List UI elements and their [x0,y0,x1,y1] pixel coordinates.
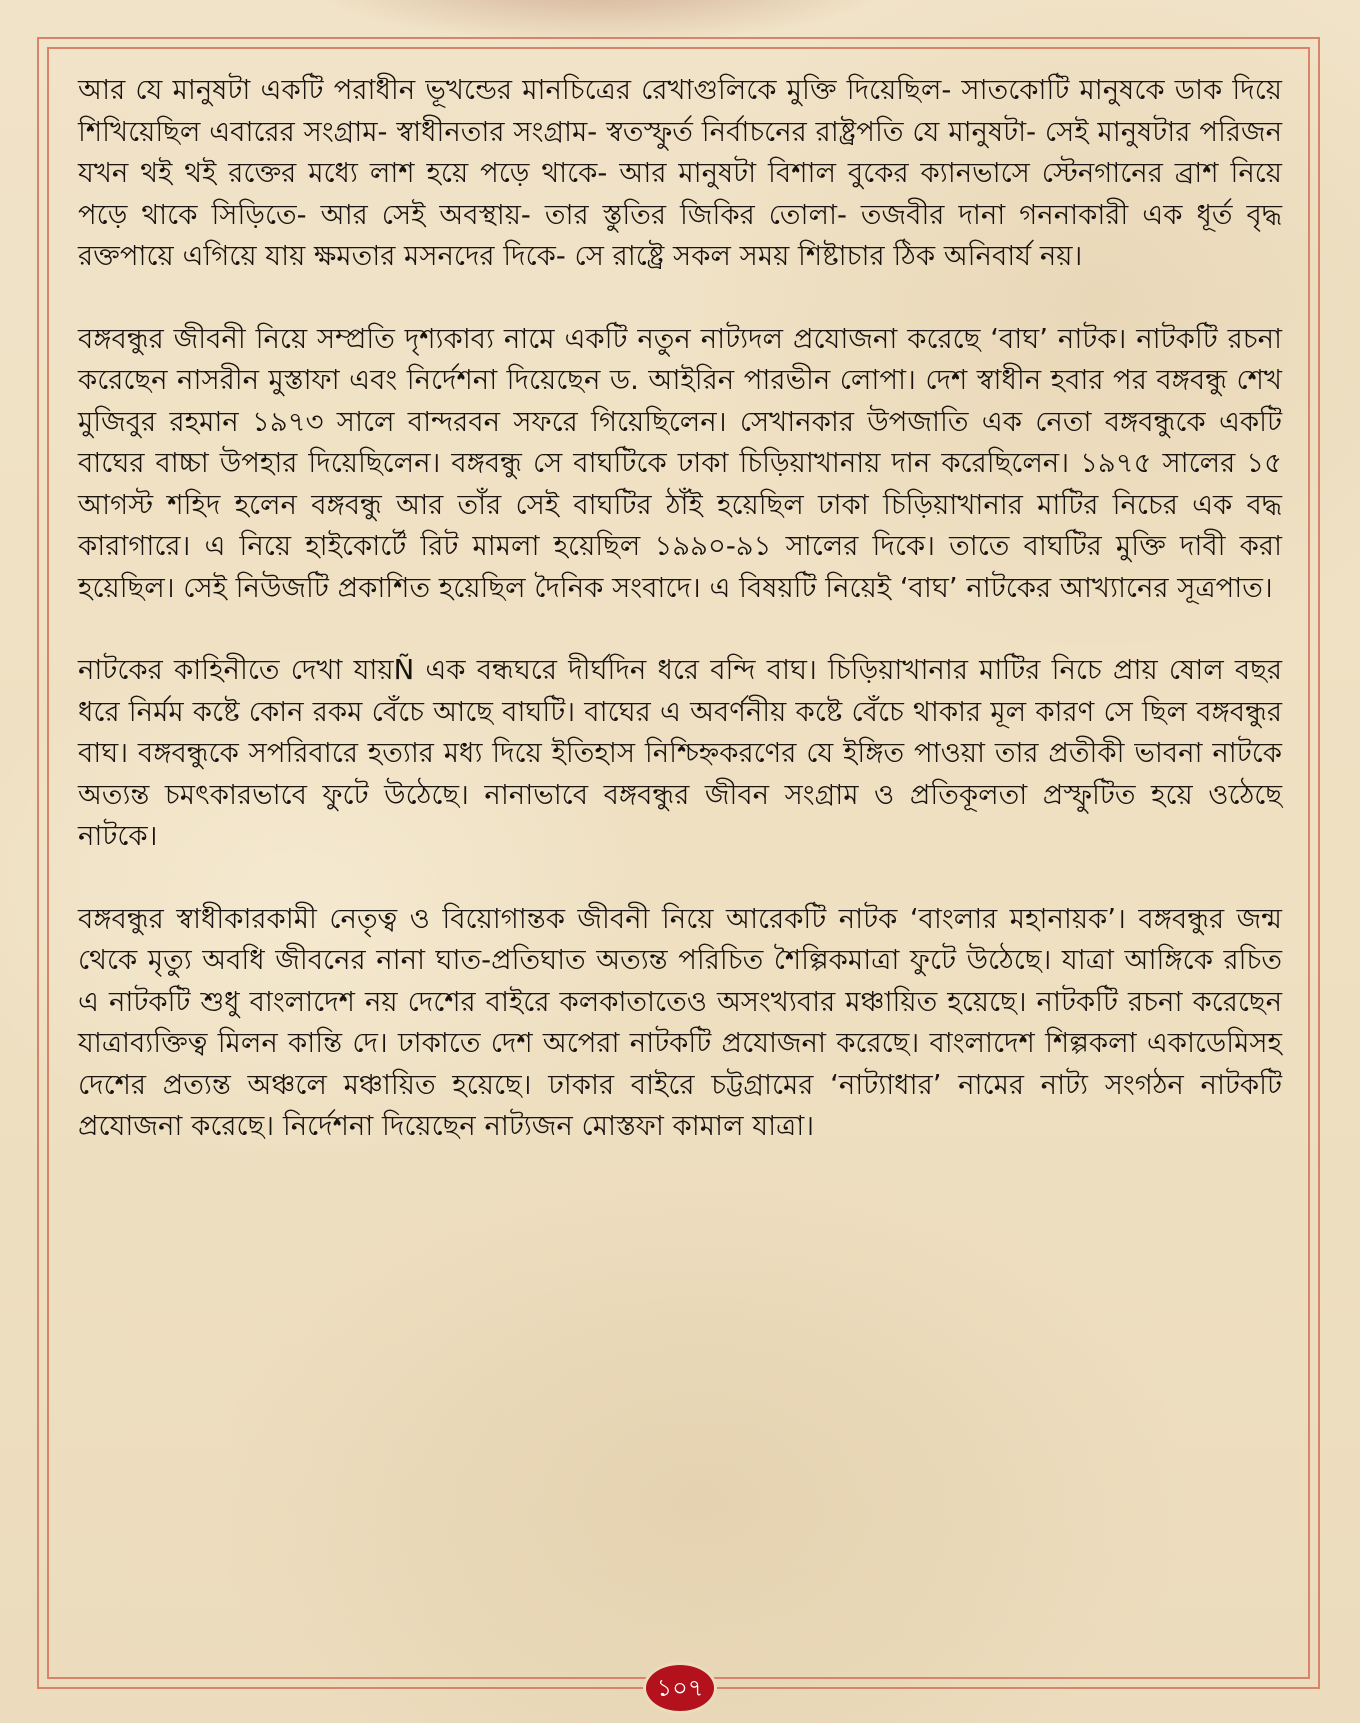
page-number-badge: ১০৭ [646,1665,714,1711]
footer-divider-right [718,1687,1313,1689]
page-footer [0,1665,1360,1711]
article-body [78,70,1282,1148]
paragraph-1: আর যে মানুষটা একটি পরাধীন ভূখন্ডের মানচিত্রের রেখাগুলিকে মুক্তি দিয়েছিল- সাতকোটি মানুষকে ডাক দিয়ে শিখিয়েছিল এবারের সংগ্রাম- স্বাধীনতার সংগ্রাম- স্বতস্ফুর্ত নির্বাচনের রাষ্ট্রপতি যে মানুষটা- সেই মানুষটার পরিজন যখন থই থই রক্তের মধ্যে লাশ হয়ে পড়ে থাকে- আর মানুষটা বিশাল বুকের ক্যানভাসে স্টেনগানের ব্রাশ নিয়ে পড়ে থাকে সিড়িতে- আর সেই অবস্থায়- তার স্তুতির জিকির তোলা- তজবীর দানা গননাকারী এক ধূর্ত বৃদ্ধ রক্তপায়ে এগিয়ে যায় ক্ষমতার মসনদের দিকে- সে রাষ্ট্রে সকল সময় শিষ্টাচার ঠিক অনিবার্য নয়। [78,74,1282,272]
footer-divider-left [47,1687,642,1689]
paragraph-4: বঙ্গবন্ধুর স্বাধীকারকামী নেতৃত্ব ও বিয়োগান্তক জীবনী নিয়ে আরেকটি নাটক ‘বাংলার মহানায়ক’। বঙ্গবন্ধুর জন্ম থেকে মৃত্যু অবধি জীবনের নানা ঘাত-প্রতিঘাত অত্যন্ত পরিচিত শৈল্পিকমাত্রা ফুটে উঠেছে। যাত্রা আঙ্গিকে রচিত এ নাটকটি শুধু বাংলাদেশ নয় দেশের বাইরে কলকাতাতেও অসংখ্যবার মঞ্চায়িত হয়েছে। নাটকটি রচনা করেছেন যাত্রাব্যক্তিত্ব মিলন কান্তি দে। ঢাকাতে দেশ অপেরা নাটকটি প্রযোজনা করেছে। বাংলাদেশ শিল্পকলা একাডেমিসহ দেশের প্রত্যন্ত অঞ্চলে মঞ্চায়িত হয়েছে। ঢাকার বাইরে চট্টগ্রামের ‘নাট্যাধার’ নামের নাট্য সংগঠন নাটকটি প্রযোজনা করেছে। নির্দেশনা দিয়েছেন নাট্যজন মোস্তফা কামাল যাত্রা। [78,902,1282,1142]
paragraph-3: নাটকের কাহিনীতে দেখা যায়Ñ এক বন্ধঘরে দীর্ঘদিন ধরে বন্দি বাঘ। চিড়িয়াখানার মাটির নিচে প্রায় ষোল বছর ধরে নির্মম কষ্টে কোন রকম বেঁচে আছে বাঘটি। বাঘের এ অবর্ণনীয় কষ্টে বেঁচে থাকার মূল কারণ সে ছিল বঙ্গবন্ধুর বাঘ। বঙ্গবন্ধুকে সপরিবারে হত্যার মধ্য দিয়ে ইতিহাস নিশ্চিহ্নকরণের যে ইঙ্গিত পাওয়া তার প্রতীকী ভাবনা নাটকে অত্যন্ত চমৎকারভাবে ফুটে উঠেছে। নানাভাবে বঙ্গবন্ধুর জীবন সংগ্রাম ও প্রতিকূলতা প্রস্ফুটিত হয়ে ওঠেছে নাটকে। [78,654,1282,852]
paragraph-2: বঙ্গবন্ধুর জীবনী নিয়ে সম্প্রতি দৃশ্যকাব্য নামে একটি নতুন নাট্যদল প্রযোজনা করেছে ‘বাঘ’ নাটক। নাটকটি রচনা করেছেন নাসরীন মুস্তাফা এবং নির্দেশনা দিয়েছেন ড. আইরিন পারভীন লোপা। দেশ স্বাধীন হবার পর বঙ্গবন্ধু শেখ মুজিবুর রহমান ১৯৭৩ সালে বান্দরবন সফরে গিয়েছিলেন। সেখানকার উপজাতি এক নেতা বঙ্গবন্ধুকে একটি বাঘের বাচ্চা উপহার দিয়েছিলেন। বঙ্গবন্ধু সে বাঘটিকে ঢাকা চিড়িয়াখানায় দান করেছিলেন। ১৯৭৫ সালের ১৫ আগস্ট শহিদ হলেন বঙ্গবন্ধু আর তাঁর সেই বাঘটির ঠাঁই হয়েছিল ঢাকা চিড়িয়াখানার মাটির নিচের এক বদ্ধ কারাগারে। এ নিয়ে হাইকোর্টে রিট মামলা হয়েছিল ১৯৯০-৯১ সালের দিকে। তাতে বাঘটির মুক্তি দাবী করা হয়েছিল। সেই নিউজটি প্রকাশিত হয়েছিল দৈনিক সংবাদে। এ বিষয়টি নিয়েই ‘বাঘ’ নাটকের আখ্যানের সূত্রপাত। [78,322,1282,604]
